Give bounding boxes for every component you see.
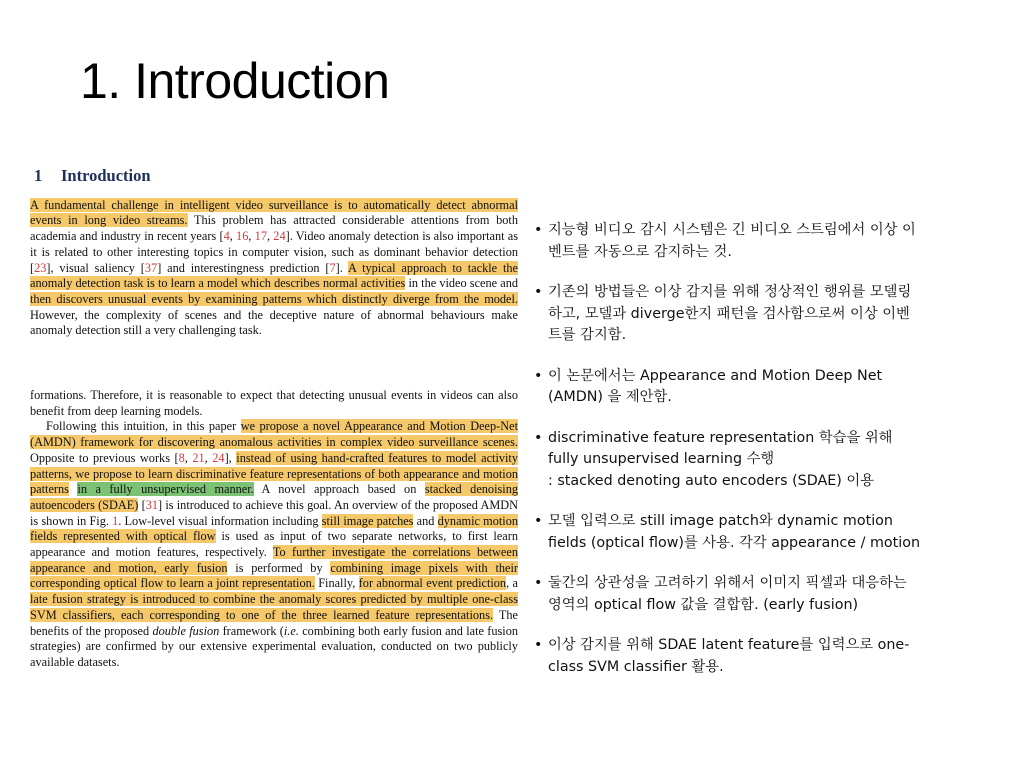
bullet-dot-icon: •	[534, 284, 543, 300]
bullet-item	[532, 282, 972, 347]
text-run: and	[413, 513, 438, 528]
bullet-dot-icon: •	[534, 429, 543, 446]
text-run: ].	[335, 260, 349, 275]
bullet-line: 트를 감지함.	[548, 327, 627, 343]
highlight-yellow: late fusion strategy is introduced to combine the anomaly scores predicted by multiple one-class SVM classifiers, each corresponding to one of the three learned feature representations.	[30, 592, 518, 622]
bullet-line: 지능형 비디오 감시 시스템은 긴 비디오 스트림에서 이상 이	[548, 222, 916, 238]
paragraph-intro	[30, 198, 518, 339]
text-run: ] and interestingness prediction [	[157, 260, 330, 275]
paragraph-continuation	[30, 388, 518, 419]
bullet-line: fully unsupervised learning 수행	[548, 451, 775, 467]
slide-title: 1. Introduction	[80, 53, 390, 109]
citation-ref: 7	[329, 260, 336, 275]
bullet-dot-icon: •	[534, 637, 543, 653]
paragraph-contribution	[30, 419, 518, 670]
section-heading	[34, 168, 518, 184]
highlight-yellow: To further investigate the correlations between appearance and motion, early fusion	[30, 545, 518, 575]
text-run: ] is introduced to achieve this goal. An overview of the proposed AMDN is shown in Fig.	[30, 497, 519, 528]
bullet-item	[532, 635, 972, 678]
bullet-line: (AMDN) 을 제안함.	[548, 389, 672, 405]
citation-ref: 31	[145, 497, 159, 512]
bullet-line: 하고, 모델과 diverge한지 패턴을 검사함으로써 이상 이벤	[548, 305, 910, 322]
section-number: 1	[34, 166, 43, 185]
citation-ref: 8	[178, 450, 185, 465]
text-run: i.e.	[283, 623, 299, 638]
text-run: is used as input of two separate networks, to first learn appearance and motion features, respectively.	[30, 529, 519, 560]
text-run: . Low-level visual information including	[118, 513, 322, 528]
text-run: combining both early fusion and late fusion strategies) are confirmed by our extensive experimental evaluation, conducted on two publicly available datasets.	[30, 623, 519, 669]
highlight-yellow: for abnormal event prediction	[358, 576, 507, 591]
bullet-dot-icon: •	[534, 222, 543, 238]
text-run: A novel approach based on	[253, 482, 425, 497]
bullet-line: class SVM classifier 활용.	[548, 658, 724, 675]
bullet-item	[532, 428, 972, 493]
text-run: framework (	[219, 623, 284, 638]
bullet-line: discriminative feature representation 학습을 위해	[548, 429, 893, 446]
citation-ref: 16	[236, 229, 249, 244]
highlight-green: in a fully unsupervised manner.	[77, 482, 254, 497]
highlight-yellow: combining image pixels with their corresponding optical flow to learn a joint representation.	[30, 560, 518, 591]
highlight-yellow: instead of using hand-crafted features to model activity patterns, we propose to learn discriminative feature representations of both appearance and motion patterns	[30, 450, 518, 497]
bullet-line: 영역의 optical flow 값을 결합함. (early fusion)	[548, 596, 859, 613]
bullet-item	[532, 366, 972, 409]
citation-ref: 1	[112, 513, 119, 528]
bullet-dot-icon: •	[534, 367, 543, 384]
text-run: double fusion	[152, 623, 220, 638]
text-run: However, the complexity of scenes and the deceptive nature of abnormal behaviours make anomaly detection still a very challenging task.	[30, 307, 518, 338]
text-run: , a	[506, 576, 518, 591]
text-run: ,	[204, 450, 213, 465]
text-run: Finally,	[314, 576, 359, 591]
text-run: ,	[229, 229, 237, 244]
bullet-item	[532, 511, 972, 554]
highlight-yellow: still image patches	[321, 513, 414, 528]
text-run: in the video scene and	[405, 276, 518, 291]
highlight-yellow: we propose a novel Appearance and Motion Deep-Net (AMDN) framework for discovering anomalous activities in complex video surveillance scenes.	[30, 419, 518, 450]
paper-excerpt-bottom	[30, 388, 518, 671]
text-run: ,	[266, 229, 274, 244]
bullet-item	[532, 573, 972, 616]
bullet-line: 둘간의 상관성을 고려하기 위해서 이미지 픽셀과 대응하는	[548, 575, 907, 591]
section-title: Introduction	[61, 166, 151, 185]
text-run: ,	[248, 229, 255, 244]
text-run: Opposite to previous works [	[30, 450, 179, 465]
highlight-yellow: A fundamental challenge in intelligent video surveillance is to automatically detect abnormal events in long video streams.	[30, 197, 518, 228]
bullet-line: 모델 입력으로 still image patch와 dynamic motion	[548, 513, 893, 529]
highlight-yellow: then discovers unusual events by examining patterns which distinctly diverge from the model.	[30, 291, 518, 306]
paper-excerpt-top	[30, 168, 518, 339]
text-run: ], visual saliency [	[46, 260, 145, 275]
bullet-line: 기존의 방법들은 이상 감지를 위해 정상적인 행위를 모델링	[548, 284, 912, 300]
citation-ref: 17	[254, 229, 267, 244]
citation-ref: 23	[34, 260, 47, 275]
text-run: The benefits of the proposed	[30, 607, 518, 638]
bullet-item	[532, 220, 972, 263]
bullet-line: : stacked denoting auto encoders (SDAE) 이용	[548, 472, 875, 489]
summary-bullet-list	[532, 220, 972, 697]
highlight-yellow: stacked denoising autoencoders (SDAE)	[30, 482, 518, 512]
text-run: formations. Therefore, it is reasonable to expect that detecting unusual events in videos can also benefit from deep learning models.	[30, 388, 518, 418]
text-run: ],	[224, 450, 237, 465]
bullet-dot-icon: •	[534, 575, 543, 591]
text-run: ,	[184, 450, 193, 465]
bullet-line: 이 논문에서는 Appearance and Motion Deep Net	[548, 367, 883, 384]
text-run: is performed by	[227, 560, 331, 575]
bullet-line: fields (optical flow)를 사용. 각각 appearance / motion	[548, 534, 921, 551]
bullet-line: 벤트를 자동으로 감지하는 것.	[548, 243, 732, 260]
citation-ref: 21	[192, 450, 205, 465]
text-run: [	[138, 497, 146, 512]
highlight-yellow: dynamic motion fields represented with optical flow	[30, 513, 519, 544]
citation-ref: 24	[273, 229, 286, 244]
text-run: ]. Video anomaly detection is also important as it is related to other interesting topics in computer vision, such as dominant behavior detection [	[30, 229, 519, 275]
text-run: Following this intuition, in this paper	[46, 419, 241, 434]
highlight-yellow: A typical approach to tackle the anomaly detection task is to learn a model which describes normal activities	[30, 260, 518, 291]
citation-ref: 37	[144, 260, 158, 275]
bullet-line: 이상 감지를 위해 SDAE latent feature를 입력으로 one-	[548, 637, 910, 653]
text-run: This problem has attracted considerable attentions from both academia and industry in recent years [	[30, 213, 518, 244]
citation-ref: 4	[223, 229, 230, 244]
citation-ref: 24	[212, 450, 225, 465]
bullet-dot-icon: •	[534, 513, 543, 529]
